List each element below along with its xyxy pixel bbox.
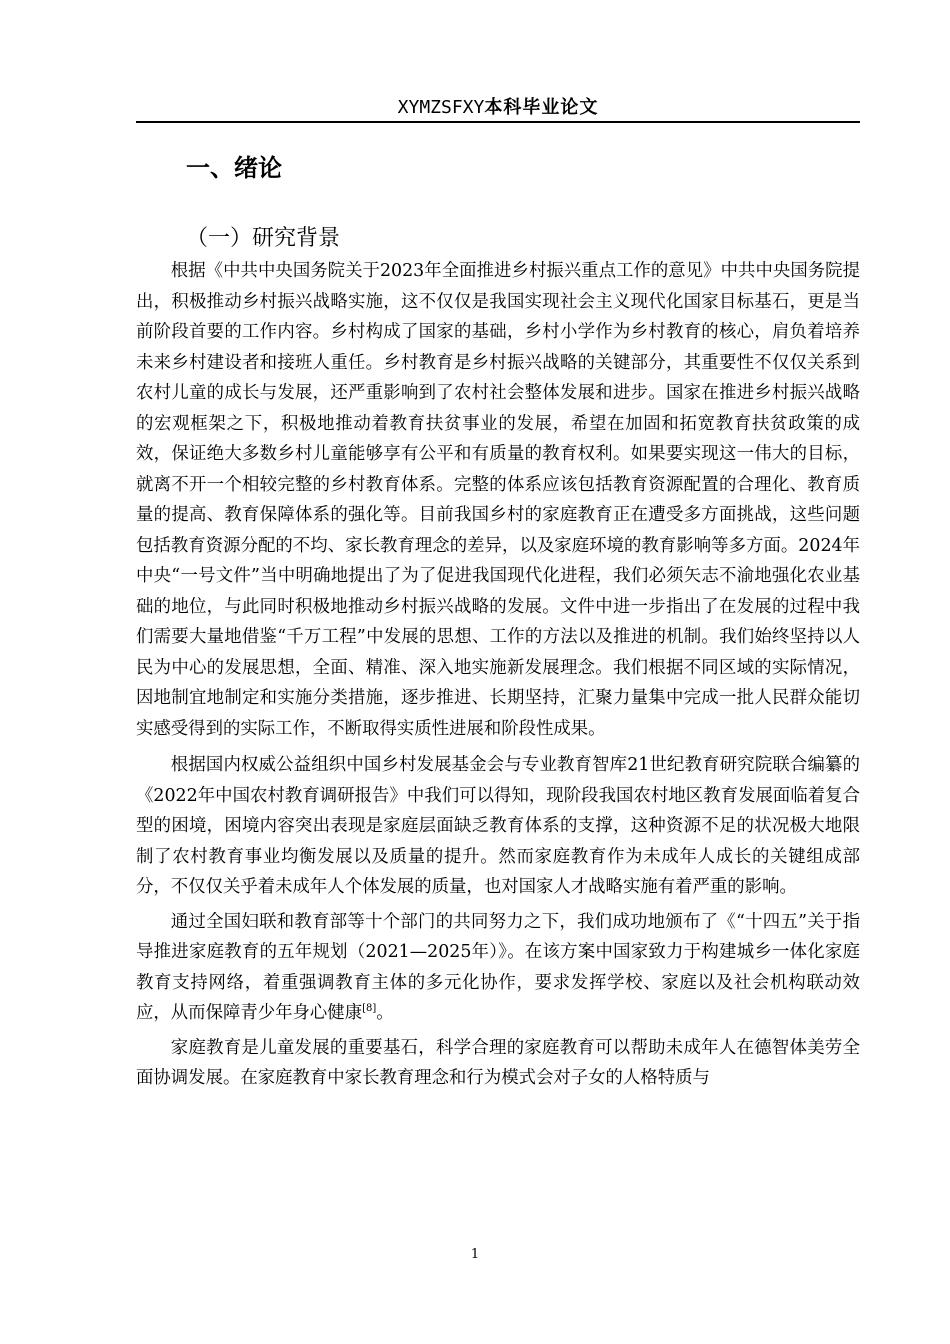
- header-document-type: 本科毕业论文: [484, 97, 599, 118]
- header-institution-code: XYMZSFXY: [397, 97, 485, 118]
- section-heading: （一）研究背景: [186, 226, 341, 251]
- paragraph-4: 家庭教育是儿童发展的重要基石，科学合理的家庭教育可以帮助未成年人在德智体美劳全面协调发展。在家庭教育中家长教育理念和行为模式会对子女的人格特质与: [136, 1037, 860, 1088]
- paragraph-3-text: 通过全国妇联和教育部等十个部门的共同努力之下，我们成功地颁布了《“十四五”关于指导推进家庭教育的五年规划（2021—2025年）》。在该方案中国家致力于构建城乡一体化家庭教育支持网络，着重强调教育主体的多元化协作，要求发挥学校、家庭以及社会机构联动效应，从而保障青少年身心健康: [136, 911, 860, 1023]
- paragraph-1: 根据《中共中央国务院关于2023年全面推进乡村振兴重点工作的意见》中共中央国务院提出，积极推动乡村振兴战略实施，这不仅仅是我国实现社会主义现代化国家目标基石，更是当前阶段首要的工作内容。乡村构成了国家的基础，乡村小学作为乡村教育的核心，肩负着培养未来乡村建设者和接班人重任。乡村教育是乡村振兴战略的关键部分，其重要性不仅仅关系到农村儿童的成长与发展，还严重影响到了农村社会整体发展和进步。国家在推进乡村振兴战略的宏观框架之下，积极地推动着教育扶贫事业的发展，希望在加固和拓宽教育扶贫政策的成效，保证绝大多数乡村儿童能够享有公平和有质量的教育权利。如果要实现这一伟大的目标，就离不开一个相较完整的乡村教育体系。完整的体系应该包括教育资源配置的合理化、教育质量的提高、教育保障体系的强化等。目前我国乡村的家庭教育正在遭受多方面挑战，这些问题包括教育资源分配的不均、家长教育理念的差异，以及家庭环境的教育影响等多方面。2024年中央“一号文件”当中明确地提出了为了促进我国现代化进程，我们必须矢志不渝地强化农业基础的地位，与此同时积极地推动乡村振兴战略的发展。文件中进一步指出了在发展的过程中我们需要大量地借鉴“千万工程”中发展的思想、工作的方法以及推进的机制。我们始终坚持以人民为中心的发展思想，全面、精准、深入地实施新发展理念。我们根据不同区域的实际情况，因地制宜地制定和实施分类措施，逐步推进、长期坚持，汇聚力量集中完成一批人民群众能切实感受得到的实际工作，不断取得实质性进展和阶段性成果。: [136, 261, 860, 739]
- header-rule: [136, 121, 860, 123]
- running-header: [136, 92, 860, 122]
- paragraph-3-tail: 。: [376, 1003, 394, 1023]
- page-number: 1: [470, 1247, 480, 1262]
- chapter-heading: 一、绪论: [186, 154, 282, 182]
- citation-marker: [8]: [362, 1003, 377, 1015]
- paragraph-3: [136, 907, 860, 1029]
- paragraph-2: 根据国内权威公益组织中国乡村发展基金会与专业教育智库21世纪教育研究院联合编纂的《2022年中国农村教育调研报告》中我们可以得知，现阶段我国农村地区教育发展面临着复合型的困境，困境内容突出表现是家庭层面缺乏教育体系的支撑，这种资源不足的状况极大地限制了农村教育事业均衡发展以及质量的提升。然而家庭教育作为未成年人成长的关键组成部分，不仅仅关乎着未成年人个体发展的质量，也对国家人才战略实施有着严重的影响。: [136, 755, 860, 897]
- body-text: [136, 256, 860, 1096]
